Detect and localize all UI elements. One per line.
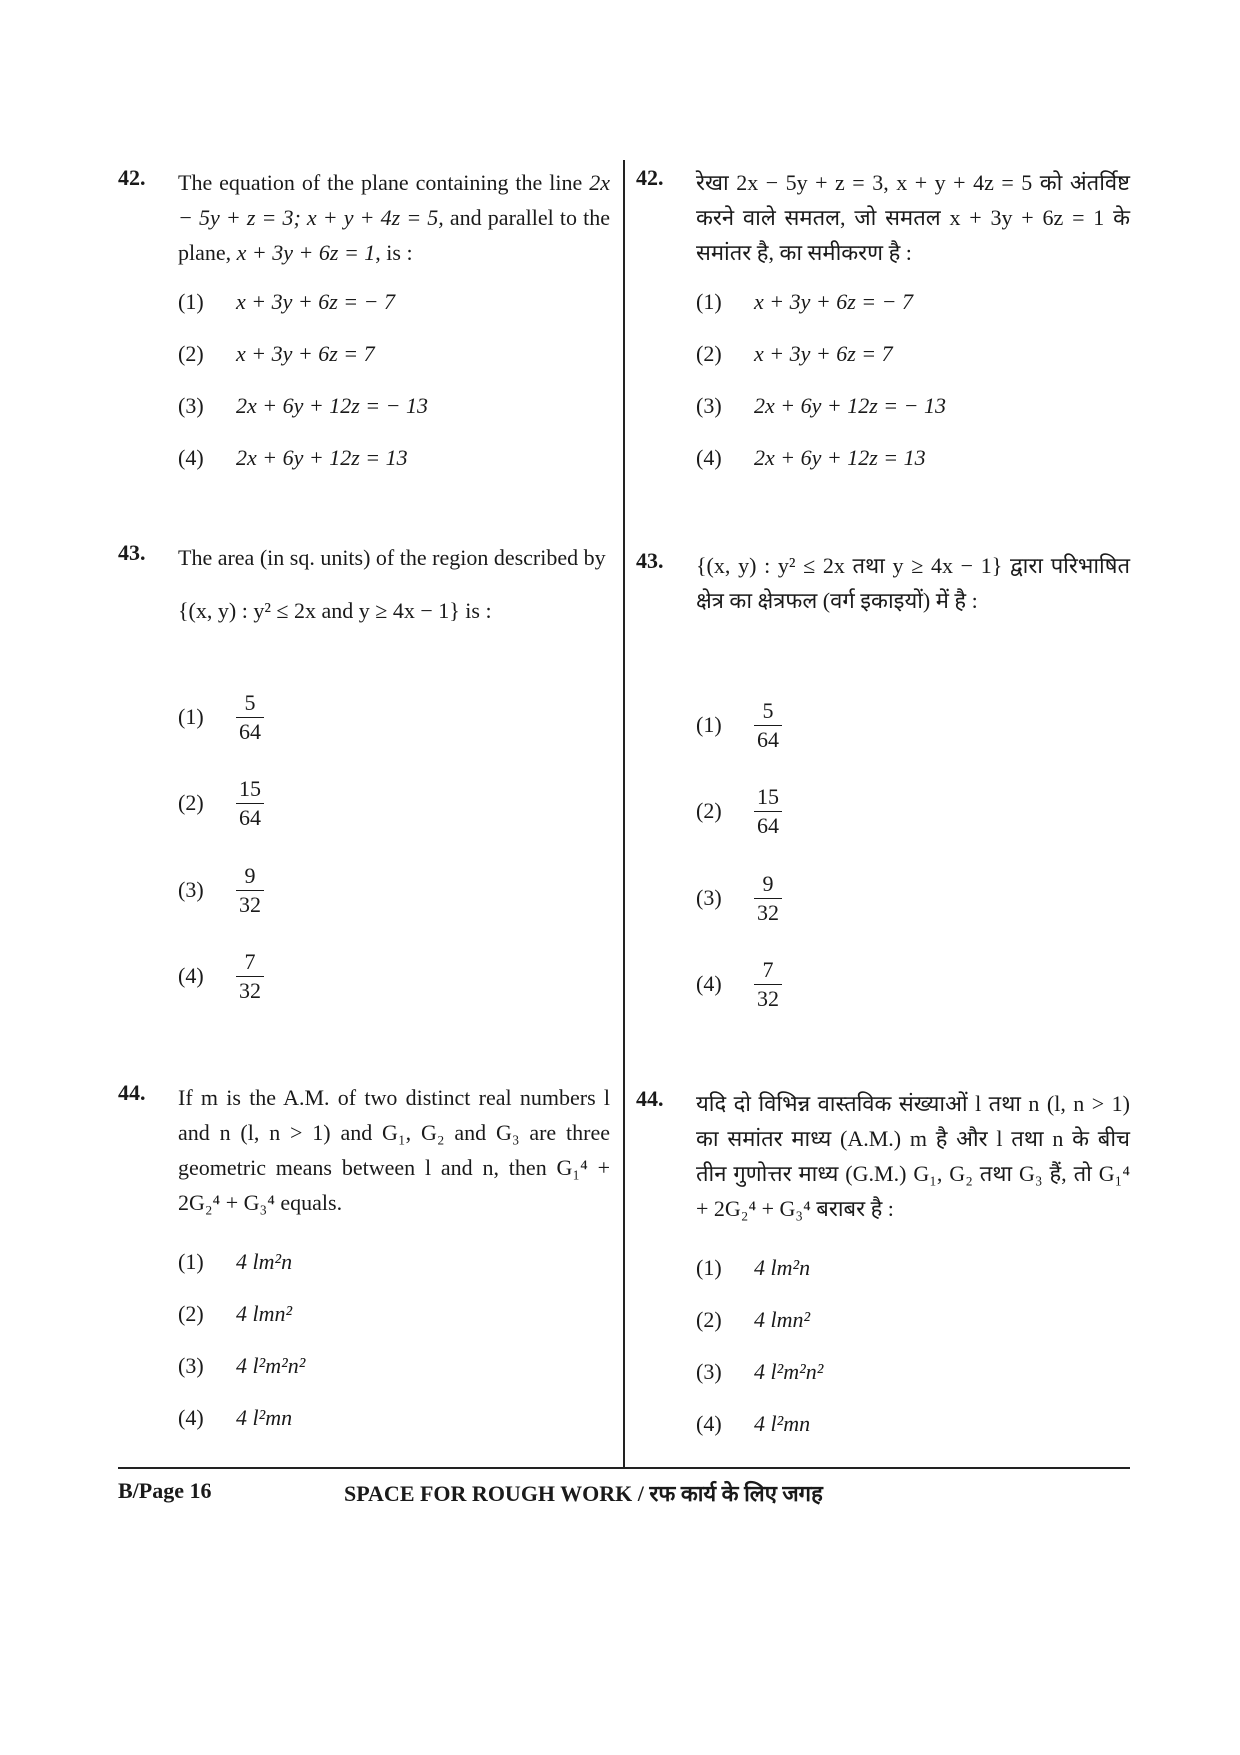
rough-work-label: SPACE FOR ROUGH WORK / रफ कार्य के लिए जगह [344,1481,823,1506]
fraction: $\frac{5}{64}$ [236,689,264,746]
option-2[interactable]: (2) x + 3y + 6z = 7 [696,341,893,366]
question-number: 43. [636,548,664,573]
option-2[interactable]: (2) $\frac{15}{64}$ [178,771,264,835]
option-2[interactable]: (2) 4 lmn² [696,1307,811,1332]
option-1[interactable]: (1) $\frac{5}{64}$ [696,693,782,757]
fraction: $\frac{15}{64}$ [754,783,782,840]
option-4[interactable]: (4) 2x + 6y + 12z = 13 [696,445,926,470]
line-equation: 2x − 5y + z = 3; x + y + 4z = 5, [178,170,610,230]
question-text: रेखा 2x − 5y + z = 3, x + y + 4z = 5 को अंतर्विष्ट करने वाले समतल, जो समतल x + 3y + 6z = 1 के समांतर है, का समीकरण है : [696,170,1130,265]
fraction: $\frac{5}{64}$ [754,697,782,754]
question-number: 43. [118,540,146,565]
question-text: The equation of the plane containing the line 2x − 5y + z = 3; x + y + 4z = 5, and parallel to the plane, x + 3y + 6z = 1, is : [178,170,610,265]
option-3[interactable]: (3) 2x + 6y + 12z = − 13 [696,393,946,418]
question-number: 44. [118,1080,146,1105]
column-divider [623,160,625,1468]
option-3[interactable]: (3) $\frac{9}{32}$ [178,858,264,922]
expression: G₁⁴ + 2G₂⁴ + G₃⁴ [178,1155,610,1215]
option-4[interactable]: (4) 2x + 6y + 12z = 13 [178,445,408,470]
option-4[interactable]: (4) 4 l²mn [696,1411,811,1436]
option-2[interactable]: (2) x + 3y + 6z = 7 [178,341,375,366]
question-text: यदि दो विभिन्न वास्तविक संख्याओं l तथा n (l, n > 1) का समांतर माध्य (A.M.) m है और l तथा n के बीच तीन गुणोत्तर माध्य (G.M.) G₁, G₂ तथा G₃ हैं, तो G₁⁴ + 2G₂⁴ + G₃⁴ बराबर है : [696,1091,1130,1221]
question-text: The area (in sq. units) of the region described by {(x, y) : y² ≤ 2x and y ≥ 4x − 1} is : [178,540,610,628]
option-1[interactable]: (1) 4 lm²n [178,1249,293,1274]
option-4[interactable]: (4) $\frac{7}{32}$ [178,944,264,1008]
option-1[interactable]: (1) $\frac{5}{64}$ [178,685,264,749]
option-4[interactable]: (4) $\frac{7}{32}$ [696,952,782,1016]
option-3[interactable]: (3) $\frac{9}{32}$ [696,866,782,930]
question-number: 44. [636,1086,664,1111]
region-definition: {(x, y) : y² ≤ 2x and y ≥ 4x − 1} is : [178,598,492,623]
footer-rule [118,1467,1130,1469]
option-3[interactable]: (3) 4 l²m²n² [696,1359,824,1384]
option-2[interactable]: (2) 4 lmn² [178,1301,293,1326]
fraction: $\frac{9}{32}$ [754,870,782,927]
question-text: If m is the A.M. of two distinct real numbers l and n (l, n > 1) and G₁, G₂ and G₃ are three geometric means between l and n, then G₁⁴ + 2G₂⁴ + G₃⁴ equals. [178,1085,610,1215]
fraction: $\frac{7}{32}$ [236,948,264,1005]
fraction: $\frac{15}{64}$ [236,775,264,832]
question-number: 42. [118,165,146,190]
option-1[interactable]: (1) x + 3y + 6z = − 7 [696,289,913,314]
option-2[interactable]: (2) $\frac{15}{64}$ [696,779,782,843]
plane-equation: x + 3y + 6z = 1 [236,240,376,265]
option-3[interactable]: (3) 4 l²m²n² [178,1353,306,1378]
fraction: $\frac{7}{32}$ [754,956,782,1013]
question-text: {(x, y) : y² ≤ 2x तथा y ≥ 4x − 1} द्वारा परिभाषित क्षेत्र का क्षेत्रफल (वर्ग इकाइयों) में है : [696,553,1130,613]
option-1[interactable]: (1) 4 lm²n [696,1255,811,1280]
option-1[interactable]: (1) x + 3y + 6z = − 7 [178,289,395,314]
fraction: $\frac{9}{32}$ [236,862,264,919]
option-4[interactable]: (4) 4 l²mn [178,1405,293,1430]
option-3[interactable]: (3) 2x + 6y + 12z = − 13 [178,393,428,418]
question-number: 42. [636,165,664,190]
page-label: B/Page 16 [118,1478,212,1503]
